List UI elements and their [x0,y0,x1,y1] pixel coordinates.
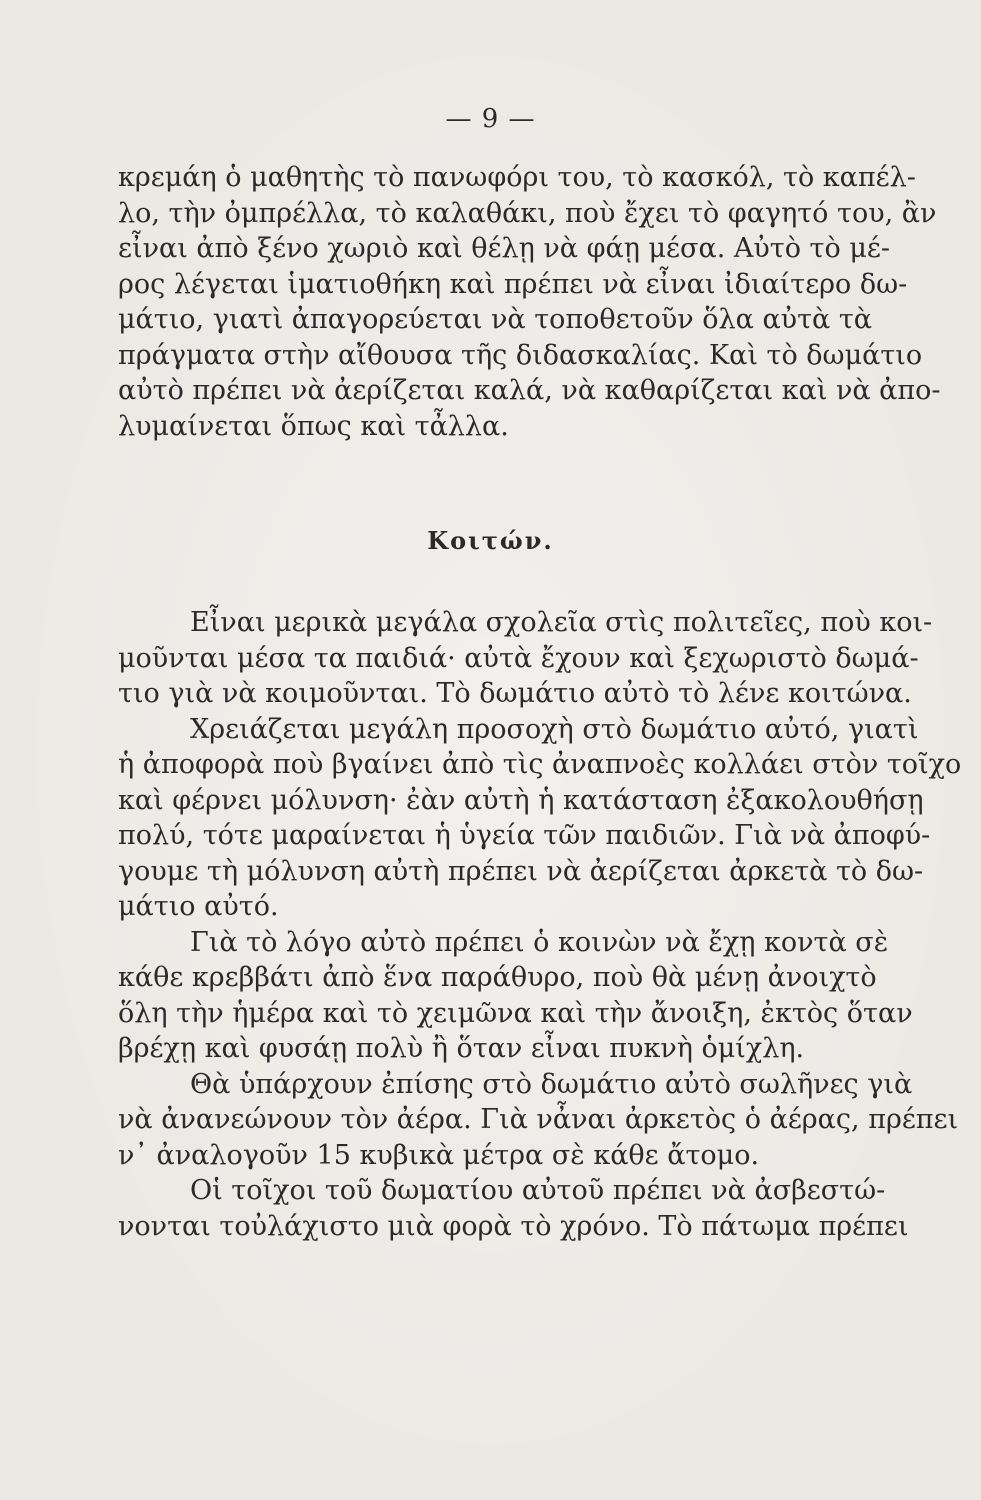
text-line: πολύ, τότε μαραίνεται ἡ ὑγεία τῶν παιδιῶν. Γιὰ νὰ ἀποφύ- [118,820,931,851]
text-line: νὰ ἀνανεώνουν τὸν ἀέρα. Γιὰ νἆναι ἀρκετὸς ὁ ἀέρας, πρέπει [118,1104,959,1135]
text-line: κάθε κρεββάτι ἀπὸ ἕνα παράθυρο, ποὺ θὰ μένῃ ἀνοιχτὸ [118,962,877,993]
section-body [118,605,962,1244]
text-line: αὐτὸ πρέπει νὰ ἀερίζεται καλά, νὰ καθαρίζεται καὶ νὰ ἀπο- [118,375,941,406]
text-line: πράγματα στὴν αἴθουσα τῆς διδασκαλίας. Καὶ τὸ δωμάτιο [118,339,923,371]
text-line: εἶναι ἀπὸ ξένο χωριὸ καὶ θέλῃ νὰ φάῃ μέσα. Αὐτὸ τὸ μέ- [118,233,890,264]
text-line: νονται τοὐλάχιστο μιὰ φορὰ τὸ χρόνο. Τὸ πάτωμα πρέπει [118,1210,909,1242]
text-line: βρέχῃ καὶ φυσάῃ πολὺ ἢ ὅταν εἶναι πυκνὴ ὁμίχλη. [118,1033,805,1064]
text-line: ν᾿ ἀναλογοῦν 15 κυβικὰ μέτρα σὲ κάθε ἄτομο. [118,1139,760,1171]
text-line: Οἱ τοῖχοι τοῦ δωματίου αὐτοῦ πρέπει νὰ ἀσβεστώ- [190,1175,886,1206]
text-line: λο, τὴν ὀμπρέλλα, τὸ καλαθάκι, ποὺ ἔχει τὸ φαγητό του, ἂν [118,197,937,229]
page-number: — 9 — [445,104,536,134]
text-line: τιο γιὰ νὰ κοιμοῦνται. Τὸ δωμάτιο αὐτὸ τὸ λένε κοιτώνα. [118,678,912,709]
text-line: Εἶναι μερικὰ μεγάλα σχολεῖα στὶς πολιτεῖες, ποὺ κοι- [190,607,933,638]
text-line: μάτιο αὐτό. [118,891,279,922]
paragraph-1 [118,160,941,444]
text-line: ἡ ἀποφορὰ ποὺ βγαίνει ἀπὸ τὶς ἀναπνοὲς κολλάει στὸν τοῖχο [118,749,962,780]
text-line: καὶ φέρνει μόλυνση· ἐὰν αὐτὴ ἡ κατάσταση ἐξακολουθήσῃ [118,784,924,816]
text-line: Χρειάζεται μεγάλη προσοχὴ στὸ δωμάτιο αὐτό, γιατὶ [190,713,919,745]
text-line: ρος λέγεται ἱματιοθήκη καὶ πρέπει νὰ εἶναι ἰδιαίτερο δω- [118,268,908,300]
text-line: ὅλη τὴν ἡμέρα καὶ τὸ χειμῶνα καὶ τὴν ἄνοιξη, ἐκτὸς ὅταν [118,997,913,1029]
section-heading: Κοιτών. [427,526,554,555]
text-line: μάτιο, γιατὶ ἀπαγορεύεται νὰ τοποθετοῦν ὅλα αὐτὰ τὰ [118,304,873,335]
text-line: Γιὰ τὸ λόγο αὐτὸ πρέπει ὁ κοινὼν νὰ ἔχῃ κοντὰ σὲ [190,926,889,958]
text-line: Θὰ ὑπάρχουν ἐπίσης στὸ δωμάτιο αὐτὸ σωλῆνες γιὰ [190,1068,913,1100]
text-line: λυμαίνεται ὅπως καὶ τἆλλα. [118,410,509,442]
text-line: γουμε τὴ μόλυνση αὐτὴ πρέπει νὰ ἀερίζεται ἀρκετὰ τὸ δω- [118,855,924,887]
text-line: μοῦνται μέσα τα παιδιά· αὐτὰ ἔχουν καὶ ξεχωριστὸ δωμά- [118,642,919,674]
text-line: κρεμάη ὁ μαθητὴς τὸ πανωφόρι του, τὸ κασκόλ, τὸ καπέλ- [118,162,916,193]
